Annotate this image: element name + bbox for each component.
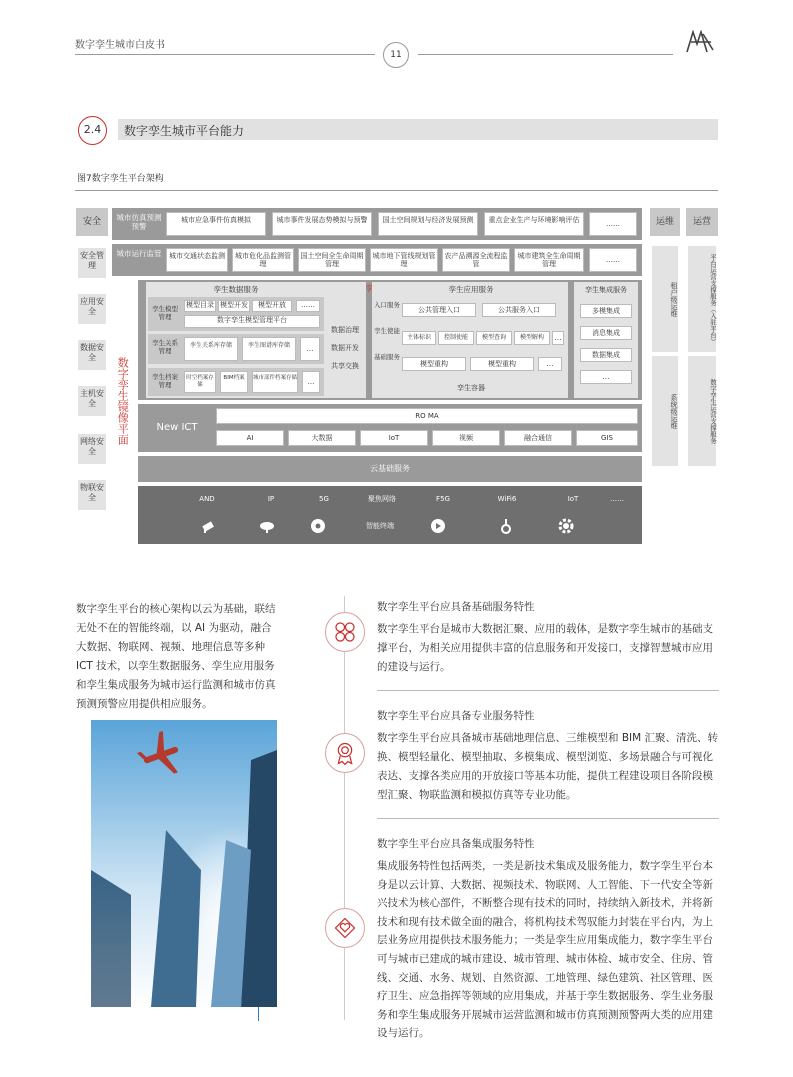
ds-item: 模型开放 — [252, 300, 292, 312]
cloud-base: 云基础服务 — [138, 456, 642, 482]
operate-header: 运营 — [686, 208, 718, 236]
net-item: F5G — [436, 495, 450, 503]
integration-item: 消息集成 — [580, 326, 632, 340]
grid-icon — [325, 612, 365, 652]
monitor-item: 城市交通状态监测 — [166, 248, 228, 272]
mirror-plane-label: 数字孪生镜像平面 — [116, 357, 130, 445]
divider — [377, 690, 719, 691]
net-item: IP — [267, 495, 275, 503]
security-data: 数据安全 — [78, 340, 106, 370]
sim-item: 重点企业生产与环境影响评估 — [484, 212, 584, 236]
ds-item: BIM档案 — [220, 371, 248, 393]
ds-item: 时空档案存储 — [184, 371, 216, 393]
feature-title-2: 数字孪生平台应具备专业服务特性 — [377, 710, 535, 722]
running-header: 数字孪生城市白皮书 — [75, 40, 165, 51]
app-item: 公共服务入口 — [482, 303, 556, 317]
data-governance: 数据治理 — [331, 326, 359, 334]
app-item: … — [538, 357, 562, 371]
ict-item: IoT — [360, 430, 428, 446]
model-mgmt-label: 孪生模型管理 — [152, 305, 178, 321]
app-service-title: 孪生应用服务 — [448, 285, 494, 294]
feature-body-3: 集成服务特性包括两类，一类是新技术集成及服务能力，数字孪生平台本身是以云计算、大数据、视频技术、物联网、人工智能、下一代安全等新兴技术为核心部件，不断整合现有技术的同时，持续纳入新技术，并将新技术和现有技术做全面的融合，将机构技术驾驭能力封装在平台内，为上层业务应用提供技术服务能力；一类是孪生应用集成能力，数字孪生平台可与城市已建成的城市建设、城市管理、城市体检、城市安全、住房、管线、交通、水务、规划、自然资源、工地管理、绿色建筑、社区管理、医疗卫生、应急指挥等领域的应用集成，并基于孪生数据服务、孪生业务服务和孪生集成服务开展城市运营监测和城市仿真预测预警两大类的应用建设与运行。 — [377, 860, 713, 1040]
app-item: 模型重构 — [402, 357, 466, 371]
integration-item: … — [580, 370, 632, 384]
ds-sub: 数字孪生模型管理平台 — [184, 315, 320, 328]
base-label: 基础服务 — [374, 353, 400, 361]
security-iot: 物联安全 — [78, 480, 106, 510]
twin-container: 孪生容器 — [457, 384, 485, 392]
net-item: 5G — [319, 495, 329, 503]
app-item: 模型解构 — [514, 331, 550, 345]
integration-title: 孪生集成服务 — [585, 286, 627, 294]
ict-item: 融合通信 — [504, 430, 572, 446]
ds-item: …… — [296, 300, 320, 312]
data-exchange: 共享交换 — [331, 362, 359, 370]
sim-item: 城市事件发展态势模拟与预警 — [272, 212, 372, 236]
sim-item: 城市应急事件仿真模拟 — [166, 212, 266, 236]
gear-icon — [558, 518, 574, 534]
data-service-title: 孪生数据服务 — [213, 285, 259, 294]
security-mgmt: 安全管理 — [78, 248, 106, 278]
cloud-icon — [259, 518, 275, 534]
net-item: AND — [199, 495, 215, 503]
net-item: WiFi6 — [497, 495, 517, 503]
section-title: 数字孪生城市平台能力 — [124, 124, 245, 138]
ops-tenant: 租户级运维 — [652, 246, 678, 352]
play-icon — [430, 518, 446, 534]
monitor-item: …… — [589, 248, 637, 272]
city-photo — [91, 720, 277, 1007]
app-item: 公共管理入口 — [402, 303, 476, 317]
intro-paragraph: 数字孪生平台的核心架构以云为基础，联结无处不在的智能终端，以 AI 为驱动，融合大数据、物联网、视频、地理信息等多种ICT 技术，以孪生数据服务、孪生应用服务和孪生集成服务为城市运行监测和城市仿真预测预警应用提供相应服务。 — [76, 603, 276, 710]
heart-shield-icon — [325, 908, 365, 948]
divider — [377, 818, 719, 819]
ict-item: AI — [216, 430, 284, 446]
architecture-diagram — [76, 206, 718, 544]
monitor-item: 城市地下管线规划管理 — [370, 248, 438, 272]
award-icon — [325, 733, 365, 773]
feature-title-1: 数字孪生平台应具备基础服务特性 — [377, 601, 535, 613]
section-number: 2.4 — [78, 116, 107, 145]
security-host: 主机安全 — [78, 386, 106, 416]
integration-item: 数据集成 — [580, 348, 632, 362]
ops-header: 运维 — [650, 208, 680, 236]
security-app: 应用安全 — [78, 294, 106, 324]
entry-label: 入口服务 — [374, 301, 400, 309]
monitor-item: 城市建筑全生命周期管理 — [514, 248, 584, 272]
feature-title-3: 数字孪生平台应具备集成服务特性 — [377, 838, 535, 850]
timeline-line — [344, 596, 345, 1020]
monitor-item: 城市危化品监测管理 — [232, 248, 294, 272]
app-item: … — [552, 331, 564, 345]
row-simulation-label: 城市仿真预测预警 — [116, 213, 162, 231]
app-item: 主体标识 — [402, 331, 436, 345]
archive-mgmt-label: 孪生档案管理 — [152, 373, 178, 389]
ds-item: 孪生关系库存储 — [184, 337, 238, 361]
photo-accent-rule — [258, 1007, 259, 1021]
security-header: 安全 — [76, 208, 108, 236]
operate-platform: 平台运营支撑服务（入驻平台） — [688, 246, 716, 352]
ds-item: … — [300, 337, 320, 361]
ops-system: 系统级运维 — [652, 356, 678, 466]
ds-item: 模型开发 — [218, 300, 250, 312]
net-item: …… — [610, 495, 624, 503]
net-item: 聚焦网络 — [368, 495, 396, 503]
row-monitor-label: 城市运行监管 — [116, 249, 162, 258]
enable-label: 孪生使能 — [374, 327, 400, 335]
app-item: 模型查询 — [476, 331, 512, 345]
terminal-label: 智能终端 — [366, 522, 394, 530]
camera-icon — [201, 518, 217, 534]
figure-rule — [75, 190, 718, 191]
logo-icon — [685, 30, 715, 54]
roma: RO MA — [216, 408, 638, 424]
ds-item: … — [302, 371, 320, 393]
new-ict-label: New ICT — [156, 422, 198, 433]
ict-item: 视频 — [432, 430, 500, 446]
relation-mgmt-label: 孪生关系管理 — [152, 339, 178, 355]
integration-item: 多模集成 — [580, 304, 632, 318]
ds-item: 孪生图谱库存储 — [242, 337, 296, 361]
sim-item: …… — [589, 212, 637, 236]
sim-item: 国土空间规划与经济发展预测 — [378, 212, 478, 236]
operate-twin: 数字孪生运营支撑服务 — [688, 356, 716, 466]
net-item: IoT — [567, 495, 579, 503]
feature-body-1: 数字孪生平台是城市大数据汇聚、应用的载体，是数字孪生城市的基础支撑平台，为相关应用提供丰富的信息服务和开发接口，支撑智慧城市应用的建设与运行。 — [377, 623, 713, 673]
app-item: 模型重构 — [470, 357, 534, 371]
ict-item: 大数据 — [288, 430, 356, 446]
figure-caption: 图7数字孪生平台架构 — [77, 174, 164, 184]
header-rule-right — [418, 54, 673, 55]
disc-icon — [310, 518, 326, 534]
app-item: 控制使能 — [438, 331, 474, 345]
monitor-item: 农产品溯源全流程监管 — [442, 248, 510, 272]
ict-item: GIS — [576, 430, 638, 446]
feature-body-2: 数字孪生平台应具备城市基础地理信息、三维模型和 BIM 汇聚、清洗、转换、模型轻量化、模型抽取、多模集成、模型浏览、多场景融合与可视化表达、支撑各类应用的开放接口等基本功能，提供工程建设项目各阶段模型汇聚、物联监测和模拟仿真等专业功能。 — [377, 732, 719, 801]
sensor-icon — [498, 518, 514, 534]
security-network: 网络安全 — [78, 434, 106, 464]
ds-item: 城市部件档案存储 — [252, 371, 298, 393]
page-number: 11 — [383, 42, 409, 68]
data-development: 数据开发 — [331, 344, 359, 352]
ds-item: 模型目录 — [184, 300, 216, 312]
header-rule — [75, 54, 375, 55]
monitor-item: 国土空间全生命周期管理 — [298, 248, 366, 272]
